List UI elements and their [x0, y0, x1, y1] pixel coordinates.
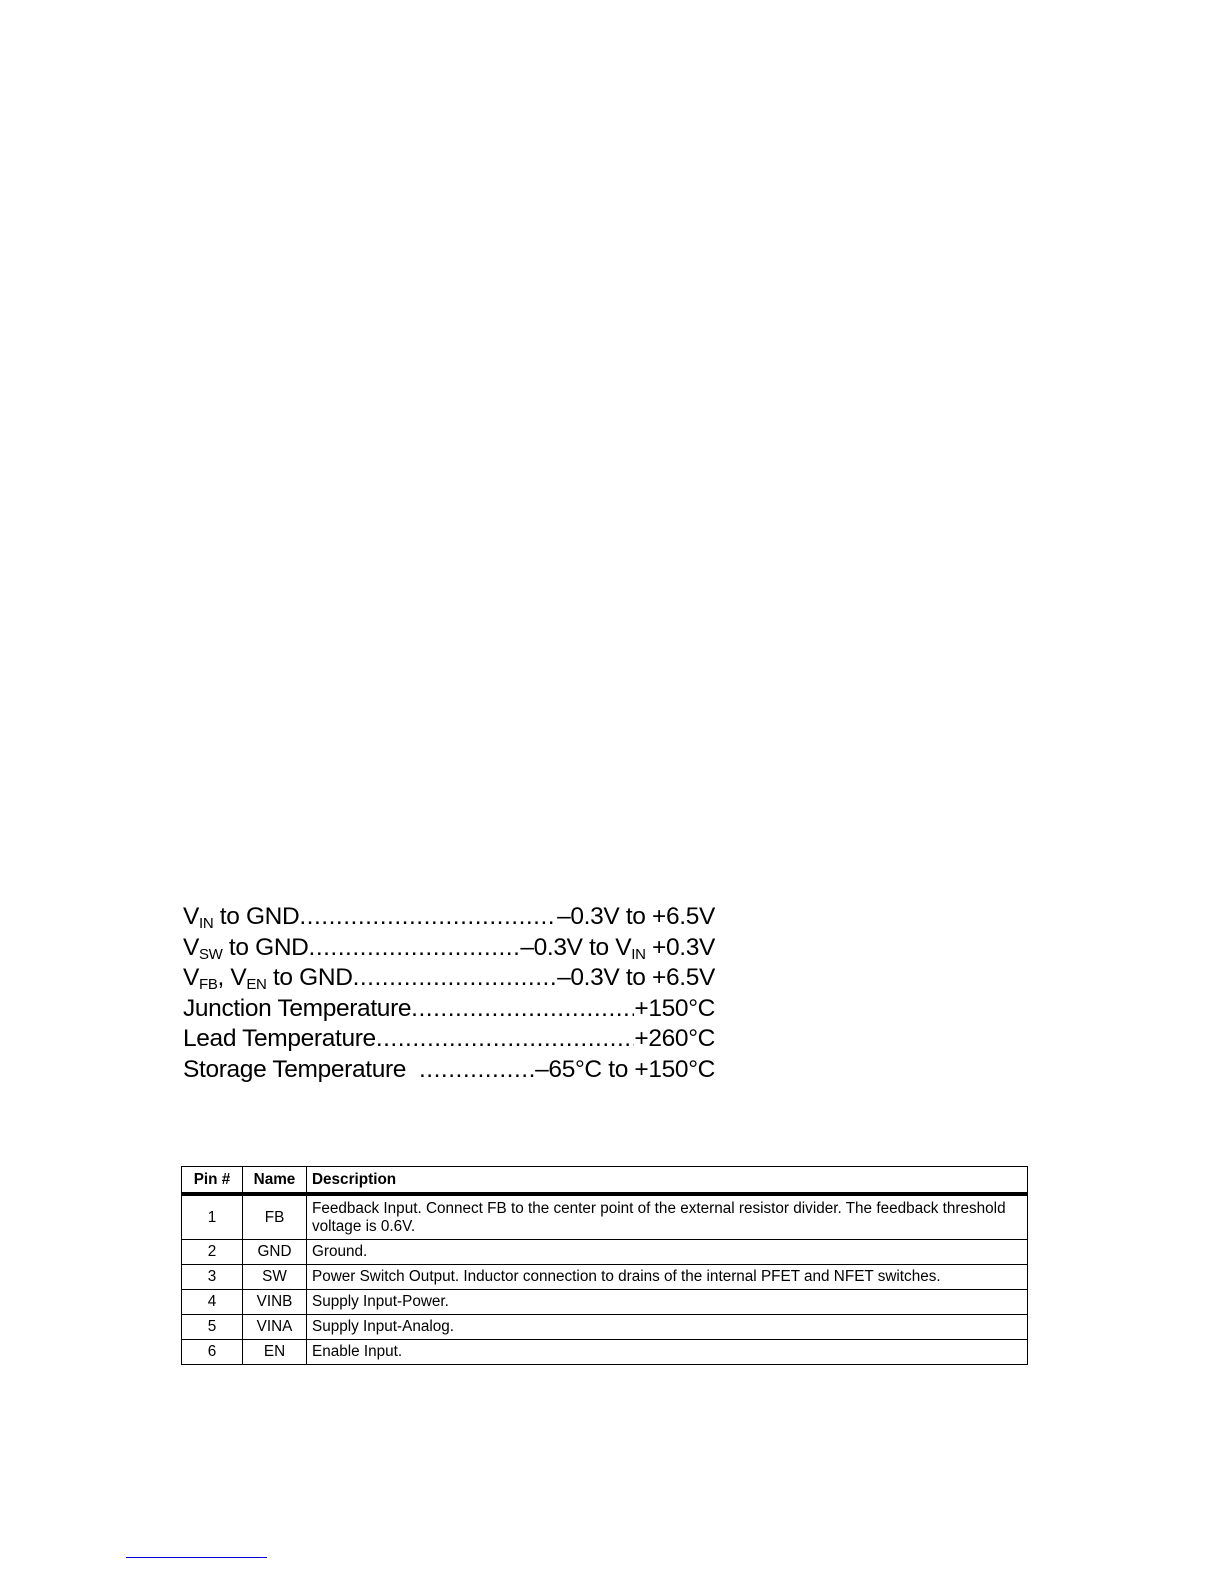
- header-name: Name: [243, 1167, 307, 1195]
- pin-name-cell: GND: [243, 1240, 307, 1265]
- pin-name-cell: FB: [243, 1194, 307, 1240]
- table-row: [182, 1315, 1028, 1340]
- footnote-separator-line: [126, 1557, 267, 1558]
- pin-description-cell: Feedback Input. Connect FB to the center point of the external resistor divider. The feedback threshold voltage is 0.6V.: [307, 1194, 1028, 1240]
- rating-parameter: $V_{IN}$ to GND: [183, 903, 300, 932]
- pin-description-cell: Supply Input-Power.: [307, 1290, 1028, 1315]
- table-row: [182, 1290, 1028, 1315]
- absolute-maximum-ratings-list: [183, 902, 715, 1086]
- pin-description-cell: Enable Input.: [307, 1340, 1028, 1365]
- leader-dots: [411, 994, 634, 1025]
- table-row: [182, 1240, 1028, 1265]
- rating-row-junction-temperature: [183, 994, 715, 1025]
- rating-parameter: Storage Temperature: [183, 1055, 419, 1083]
- rating-row-vsw: [183, 933, 715, 964]
- rating-value: –0.3V to +6.5V: [557, 903, 715, 930]
- leader-dots: [376, 1024, 635, 1055]
- rating-value: –0.3V to $V_{IN} +0.3V$: [520, 933, 715, 963]
- table-row: [182, 1340, 1028, 1365]
- rating-parameter: $V_{FB}$, $V_{EN}$ to GND: [183, 964, 353, 994]
- rating-row-storage-temperature: [183, 1055, 715, 1086]
- pin-description-table: [181, 1166, 1028, 1365]
- pin-description-cell: Power Switch Output. Inductor connection to drains of the internal PFET and NFET switches.: [307, 1265, 1028, 1290]
- header-pin-number: Pin #: [182, 1167, 243, 1195]
- pin-number-cell: 4: [182, 1290, 243, 1315]
- pin-name-cell: EN: [243, 1340, 307, 1365]
- rating-row-vin: [183, 902, 715, 933]
- pin-description-cell: Ground.: [307, 1240, 1028, 1265]
- pin-number-cell: 1: [182, 1194, 243, 1240]
- rating-row-lead-temperature: [183, 1024, 715, 1055]
- rating-parameter: $V_{SW}$ to GND: [183, 933, 309, 963]
- pin-number-cell: 3: [182, 1265, 243, 1290]
- rating-value: –0.3V to +6.5V: [557, 964, 715, 992]
- table-row: [182, 1265, 1028, 1290]
- rating-row-vfb-ven: [183, 963, 715, 994]
- table-row: [182, 1194, 1028, 1240]
- pin-number-cell: 6: [182, 1340, 243, 1365]
- pin-description-cell: Supply Input-Analog.: [307, 1315, 1028, 1340]
- leader-dots: [309, 933, 521, 964]
- rating-value: +260°C: [634, 1025, 715, 1053]
- rating-parameter: Lead Temperature: [183, 1025, 376, 1053]
- rating-value: –65°C to +150°C: [535, 1055, 715, 1083]
- leader-dots: [353, 963, 558, 994]
- rating-parameter: Junction Temperature: [183, 994, 412, 1022]
- pin-name-cell: VINA: [243, 1315, 307, 1340]
- rating-value: +150°C: [634, 994, 715, 1022]
- table-header-row: [182, 1167, 1028, 1195]
- leader-dots: [419, 1055, 535, 1086]
- leader-dots: [299, 902, 557, 933]
- header-description: Description: [307, 1167, 1028, 1195]
- pin-name-cell: SW: [243, 1265, 307, 1290]
- pin-number-cell: 2: [182, 1240, 243, 1265]
- pin-name-cell: VINB: [243, 1290, 307, 1315]
- pin-number-cell: 5: [182, 1315, 243, 1340]
